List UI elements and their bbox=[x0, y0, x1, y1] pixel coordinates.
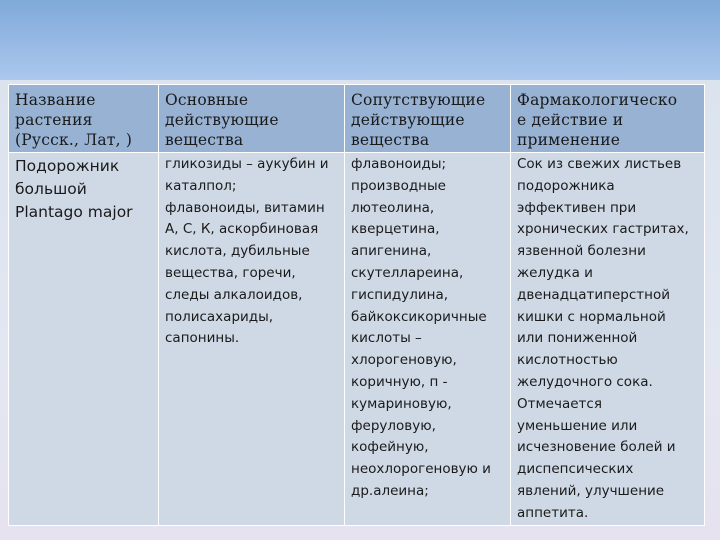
header-plant-name: Название растения (Русск., Лат, ) bbox=[9, 85, 159, 153]
table-header bbox=[9, 85, 705, 153]
cell-pharmacological-action: Сок из свежих листьев подорожника эффективен при хронических гастритах, язвенной болезни желудка и двенадцатиперстной кишки с нормальной или пониженной кислотностью желудочного сока. Отмечается уменьшение или исчезновение болей и диспепсических явлений, улучшение аппетита. bbox=[511, 153, 705, 526]
cell-plant-name: Подорожник большой Plantago major bbox=[9, 153, 159, 526]
header-main-substances: Основные действующие вещества bbox=[159, 85, 345, 153]
cell-accompanying-substances: флавоноиды; производные лютеолина, кверцетина, апигенина, скутеллареина, гиспидулина, байкоксикоричные кислоты – хлорогеновую, коричную, п - кумариновую, феруловую, кофейную, неохлорогеновую и др.алеина; bbox=[345, 153, 511, 526]
plant-info-table bbox=[8, 84, 705, 526]
table-body bbox=[9, 153, 705, 526]
table-row bbox=[9, 153, 705, 526]
cell-main-substances: гликозиды – аукубин и каталпол; флавоноиды, витамин А, С, К, аскорбиновая кислота, дубильные вещества, горечи, следы алкалоидов, полисахариды, сапонины. bbox=[159, 153, 345, 526]
header-accompanying-substances: Сопутствующие действующие вещества bbox=[345, 85, 511, 153]
header-pharmacological-action: Фармакологическо е действие и применение bbox=[511, 85, 705, 153]
header-row bbox=[9, 85, 705, 153]
